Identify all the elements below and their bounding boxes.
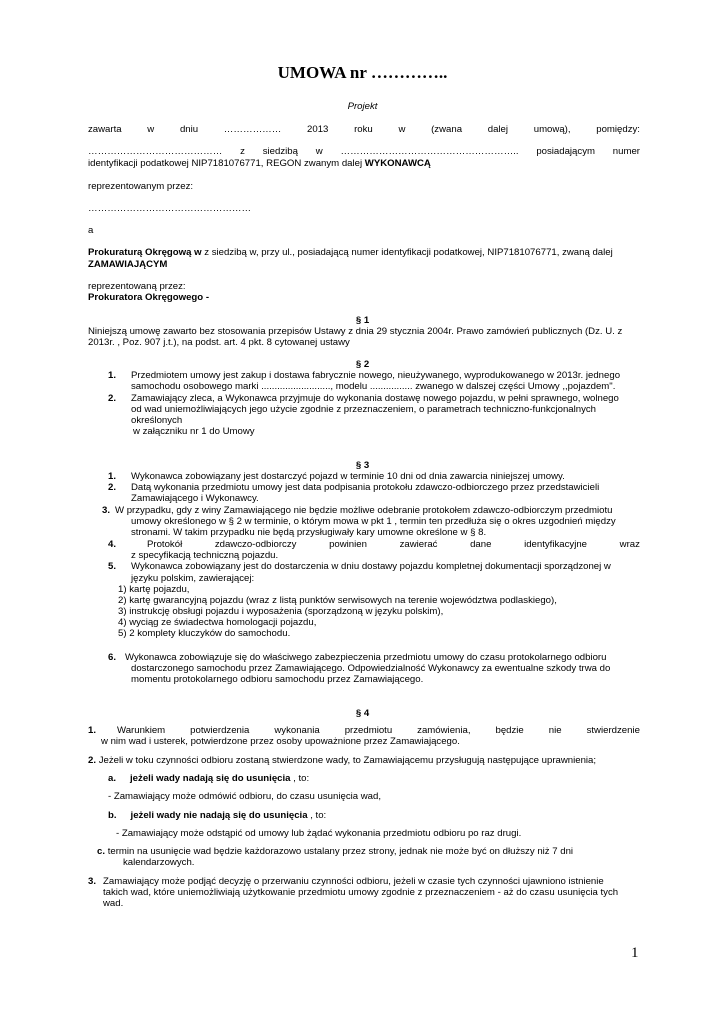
s4-item-2: 2. Jeżeli w toku czynności odbioru zostaną stwierdzone wady, to Zamawiającemu przysługują następujące uprawnienia; xyxy=(88,755,597,766)
intro-line-1: zawarta w dniu ……………… 2013 roku w (zwana dalej umową), pomiędzy: xyxy=(88,124,640,135)
s4-item-1-line-1: Warunkiem potwierdzenia wykonania przedmiotu zamówienia, będzie nie stwierdzenie xyxy=(117,725,640,736)
s4-point-a: a. jeżeli wady nadają się do usunięcia , to: xyxy=(108,773,310,784)
s4-point-c-line-2: kalendarzowych. xyxy=(123,857,195,868)
s3-item-5-line-1: Wykonawca zobowiązany jest do dostarczenia w dniu dostawy pojazdu kompletnej dokumentacji sporządzonej w xyxy=(131,561,611,572)
document-subtitle: Projekt xyxy=(347,101,378,112)
s3-item-4-line-2: z specyfikacją techniczną pojazdu. xyxy=(131,550,279,561)
s4-point-c: c. termin na usunięcie wad będzie każdorazowo ustalany przez strony, jednak nie może być on dłuższy niż 7 dni xyxy=(97,846,574,857)
s3-item-5-line-2: języku polskim, zawierającej: xyxy=(131,573,255,584)
s3-item-3-line-1: W przypadku, gdy z winy Zamawiającego nie będzie możliwe odebranie protokołem zdawczo-odbiorczym przedmiotu xyxy=(115,505,613,516)
s3-item-5-sub-2: 2) kartę gwarancyjną pojazdu (wraz z listą punktów serwisowych na terenie województwa podlaskiego), xyxy=(118,595,557,606)
s3-item-3-num: 3. xyxy=(102,505,111,516)
s3-item-6-line-1: Wykonawca zobowiązuje się do właściwego zabezpieczenia przedmiotu umowy do czasu protokolarnego odbioru xyxy=(125,652,607,663)
s3-item-5-sub-3: 3) instrukcję obsługi pojazdu i wyposażenia (sporządzoną w języku polskim), xyxy=(118,606,444,617)
s2-item-1-line-1: Przedmiotem umowy jest zakup i dostawa fabrycznie nowego, nieużywanego, wyprodukowanego w 2013r. jednego xyxy=(131,370,621,381)
s3-item-2-line-2: Zamawiającego i Wykonawcy. xyxy=(131,493,259,504)
s3-item-6-num: 6. xyxy=(108,652,117,663)
contractor-role: WYKONAWCĄ xyxy=(364,158,431,169)
intro-line-3: identyfikacji podatkowej NIP7181076771, REGON zwanym dalej WYKONAWCĄ xyxy=(88,158,431,169)
s4-item-1-line-2: w nim wad i usterek, potwierdzone przez osoby upoważnione przez Zamawiającego. xyxy=(101,736,460,747)
section-2-heading: § 2 xyxy=(355,359,370,370)
rep2-label: reprezentowaną przez: xyxy=(88,281,186,292)
s3-item-3-line-2: umowy określonego w § 2 w terminie, o którym mowa w pkt 1 , termin ten przedłuża się o okres uzgodnień między xyxy=(131,516,616,527)
s2-item-2-line-4: w załączniku nr 1 do Umowy xyxy=(133,426,255,437)
rep2-name: Prokuratora Okręgowego - xyxy=(88,292,210,303)
s3-item-6-line-3: momentu protokolarnego odbioru samochodu przez Zamawiającego. xyxy=(131,674,424,685)
s4-item-3-num: 3. xyxy=(88,876,97,887)
s3-item-4-num: 4. xyxy=(108,539,117,550)
section-1-line-2: 2013r. , Poz. 907 j.t.), na podst. art. 4 pkt. 8 cytowanej ustawy xyxy=(88,337,350,348)
s2-item-2-line-2: od wad uniemożliwiających jego użycie zgodnie z przeznaczeniem, o parametrach techniczno-funkcjonalnych xyxy=(131,404,597,415)
intro-line-2: …………………………………… z siedzibą w ……………………………………………….. posiadającym numer xyxy=(88,146,640,157)
s4-point-a-dash: - Zamawiający może odmówić odbioru, do czasu usunięcia wad, xyxy=(108,791,382,802)
section-4-heading: § 4 xyxy=(355,708,370,719)
s4-point-b: b. jeżeli wady nie nadają się do usunięcia , to: xyxy=(108,810,327,821)
party-role: ZAMAWIAJĄCYM xyxy=(88,259,168,270)
rep-dots: …………………………………………… xyxy=(88,203,252,214)
s4-item-1-num: 1. xyxy=(88,725,97,736)
section-1-line-1: Niniejszą umowę zawarto bez stosowania przepisów Ustawy z dnia 29 stycznia 2004r. Prawo zamówień publicznych (Dz. U. z xyxy=(88,326,623,337)
s3-item-5-num: 5. xyxy=(108,561,117,572)
s4-point-b-dash: - Zamawiający może odstąpić od umowy lub żądać wykonania przedmiotu odbioru po raz drugi. xyxy=(116,828,522,839)
conjunction-a: a xyxy=(88,225,94,236)
s2-item-2-line-3: określonych xyxy=(131,415,183,426)
s3-item-6-line-2: dostarczonego samochodu przez Zamawiającego. Odpowiedzialność Wykonawcy za ewentualne szkody trwa do xyxy=(131,663,611,674)
s3-item-1-text: Wykonawca zobowiązany jest dostarczyć pojazd w terminie 10 dni od dnia zawarcia niniejszej umowy. xyxy=(131,471,565,482)
s2-item-2-line-1: Zamawiający zleca, a Wykonawca przyjmuje do wykonania dostawę nowego pojazdu, w pełni sprawnego, wolnego xyxy=(131,393,619,404)
s3-item-3-line-3: stronami. W takim przypadku nie będą przysługiwały kary umowne określone w § 8. xyxy=(131,527,487,538)
s3-item-4-line-1: Protokół zdawczo-odbiorczy powinien zawierać dane identyfikacyjne wraz xyxy=(147,539,640,550)
s3-item-5-sub-4: 4) wyciąg ze świadectwa homologacji pojazdu, xyxy=(118,617,317,628)
document-title: UMOWA nr ………….. xyxy=(277,63,448,82)
s2-item-1-num: 1. xyxy=(108,370,117,381)
s3-item-5-sub-5: 5) 2 komplety kluczyków do samochodu. xyxy=(118,628,291,639)
rep-label: reprezentowanym przez: xyxy=(88,181,194,192)
s3-item-5-sub-1: 1) kartę pojazdu, xyxy=(118,584,190,595)
section-1-heading: § 1 xyxy=(355,315,370,326)
s3-item-2-line-1: Datą wykonania przedmiotu umowy jest data podpisania protokołu zdawczo-odbiorczego przez przedstawicieli xyxy=(131,482,600,493)
section-3-heading: § 3 xyxy=(355,460,370,471)
s3-item-1-num: 1. xyxy=(108,471,117,482)
s4-item-3-line-1: Zamawiający może podjąć decyzję o przerwaniu czynności odbioru, jeżeli w czasie tych czynności ujawniono istnienie xyxy=(103,876,604,887)
party-name: Prokuraturą Okręgową w xyxy=(88,247,202,258)
s4-item-3-line-2: takich wad, które uniemożliwiają użytkowanie przedmiotu umowy zgodnie z przeznaczeniem - aż do czasu usunięcia tych xyxy=(103,887,619,898)
s2-item-2-num: 2. xyxy=(108,393,117,404)
s3-item-2-num: 2. xyxy=(108,482,117,493)
s4-item-3-line-3: wad. xyxy=(103,898,124,909)
s2-item-1-line-2: samochodu osobowego marki .........................., modelu ................ zwanego w dalszej części Umowy ,,pojazdem". xyxy=(131,381,616,392)
party-line: Prokuraturą Okręgową w z siedzibą w, przy ul., posiadającą numer identyfikacji podatkowej, NIP7181076771, zwaną dalej xyxy=(88,247,613,258)
page-number: 1 xyxy=(631,945,639,961)
